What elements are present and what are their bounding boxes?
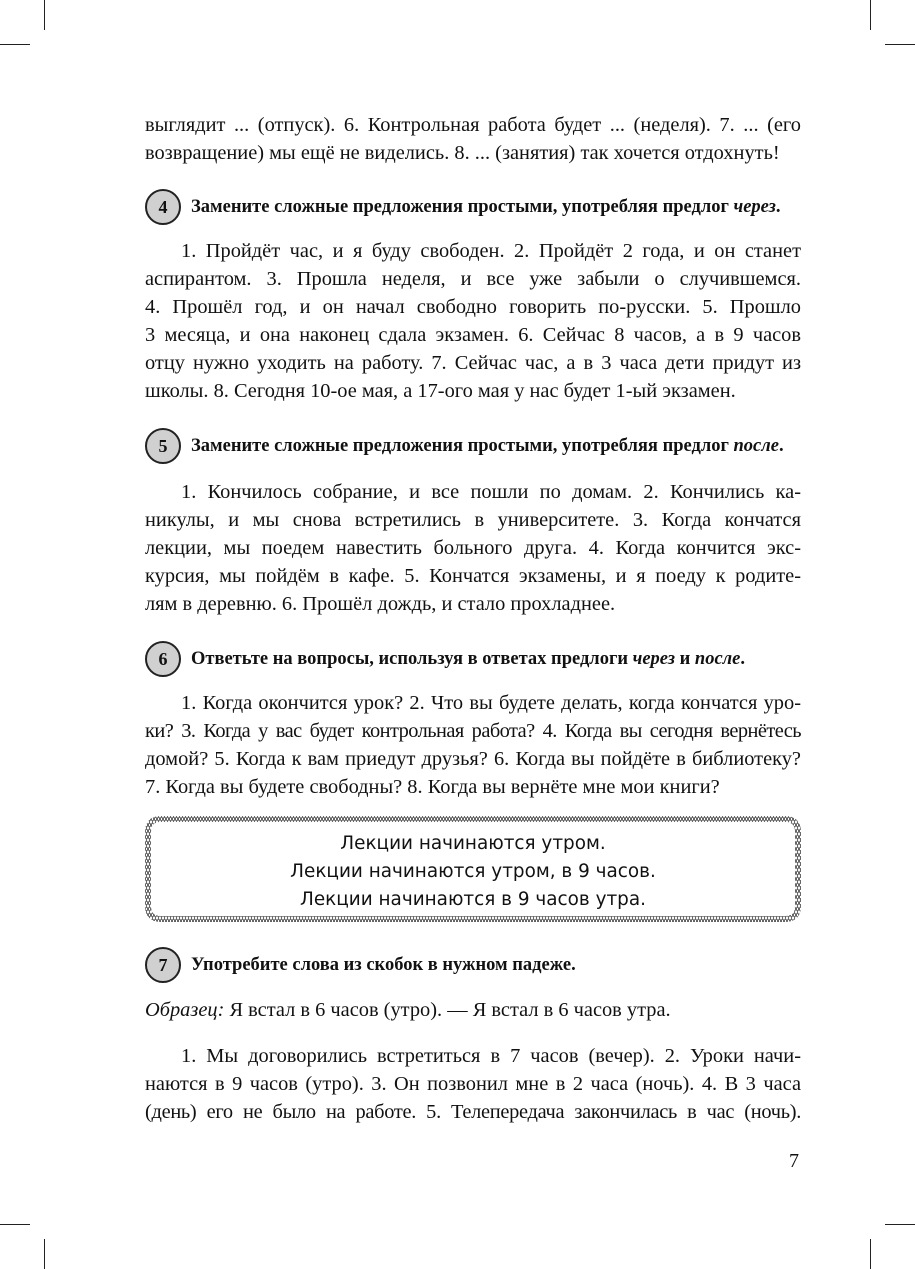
text-line: лекции, мы поедем навестить больного друга. 4. Когда кончится экс-	[145, 537, 801, 559]
task-7-heading	[145, 946, 576, 984]
task-instruction: Ответьте на вопросы, используя в ответах предлоги	[191, 648, 633, 669]
text-line: отцу нужно уходить на работу. 7. Сейчас час, а в 3 часа дети придут из	[145, 352, 801, 374]
task-instruction: Замените сложные предложения простыми, употребляя предлог	[191, 435, 734, 456]
frame-text	[145, 830, 801, 914]
crop-mark	[870, 1239, 871, 1269]
task-instruction: Замените сложные предложения простыми, употребляя предлог	[191, 196, 734, 217]
example-line: Лекции начинаются утром, в 9 часов.	[290, 861, 656, 882]
text-line: школы. 8. Сегодня 10-ое мая, а 17-ого мая у нас будет 1-ый экзамен.	[145, 380, 736, 402]
task-end: .	[775, 196, 781, 217]
task-number-badge: 7	[145, 947, 181, 983]
task-instruction: Употребите слова из скобок в нужном падеже.	[191, 954, 576, 975]
task-6-heading	[145, 640, 745, 678]
crop-mark	[870, 0, 871, 30]
task-7-text	[145, 1042, 801, 1126]
text-line: (день) его не было на работе. 5. Телепередача закончилась в час (ночь).	[145, 1101, 801, 1123]
task-keyword: после	[694, 648, 741, 669]
text-line: домой? 5. Когда к вам приедут друзья? 6. Когда вы пойдёте в библиотеку?	[145, 748, 801, 770]
text-line: 4. Прошёл год, и он начал свободно говорить по-русски. 5. Прошло	[145, 296, 801, 318]
crop-mark	[885, 44, 915, 45]
text-line: ки? 3. Когда у вас будет контрольная работа? 4. Когда вы сегодня вернётесь	[145, 720, 801, 742]
task-conjunction: и	[674, 648, 695, 669]
task-6-text	[145, 689, 801, 801]
crop-mark	[44, 0, 45, 30]
task-keyword: через	[733, 196, 776, 217]
text-line: лям в деревню. 6. Прошёл дождь, и стало прохладнее.	[145, 593, 616, 615]
text-line: 1. Мы договорились встретиться в 7 часов (вечер). 2. Уроки начи-	[181, 1045, 801, 1067]
carryover-paragraph	[145, 111, 801, 167]
task-5-heading	[145, 427, 784, 465]
text-line: 1. Кончилось собрание, и все пошли по домам. 2. Кончились ка-	[181, 481, 801, 503]
page-number: 7	[789, 1150, 799, 1172]
text-line: никулы, и мы снова встретились в университете. 3. Когда кончатся	[145, 509, 801, 531]
text-line: возвращение) мы ещё не виделись. 8. ... (занятия) так хочется отдохнуть!	[145, 142, 780, 164]
sample-label: Образец:	[145, 999, 225, 1021]
text-line: наются в 9 часов (утро). 3. Он позвонил мне в 2 часа (ночь). 4. В 3 часа	[145, 1073, 801, 1095]
task-4-text	[145, 237, 801, 405]
task-number-badge: 5	[145, 428, 181, 464]
task-number-badge: 4	[145, 189, 181, 225]
sample-text: Я встал в 6 часов (утро). — Я встал в 6 часов утра.	[224, 999, 671, 1021]
example-frame	[145, 816, 801, 922]
text-line: 1. Пройдёт час, и я буду свободен. 2. Пройдёт 2 года, и он станет	[181, 240, 801, 262]
example-line: Лекции начинаются в 9 часов утра.	[300, 889, 646, 910]
text-line: 1. Когда окончится урок? 2. Что вы будете делать, когда кончатся уро-	[181, 692, 801, 714]
sample-line	[145, 996, 671, 1024]
example-line: Лекции начинаются утром.	[340, 833, 606, 854]
task-end: .	[740, 648, 745, 669]
crop-mark	[0, 1224, 30, 1225]
crop-mark	[44, 1239, 45, 1269]
task-4-heading	[145, 188, 780, 226]
task-number-badge: 6	[145, 641, 181, 677]
task-end: .	[778, 435, 784, 456]
task-keyword: после	[733, 435, 779, 456]
crop-mark	[885, 1224, 915, 1225]
text-line: выглядит ... (отпуск). 6. Контрольная работа будет ... (неделя). 7. ... (его	[145, 114, 801, 136]
task-keyword: через	[632, 648, 675, 669]
text-line: курсия, мы пойдём в кафе. 5. Кончатся экзамены, и я поеду к родите-	[145, 565, 801, 587]
task-5-text	[145, 478, 801, 618]
text-line: 7. Когда вы будете свободны? 8. Когда вы вернёте мне мои книги?	[145, 776, 720, 798]
text-line: аспирантом. 3. Прошла неделя, и все уже забыли о случившемся.	[145, 268, 801, 290]
crop-mark	[0, 44, 30, 45]
text-line: 3 месяца, и она наконец сдала экзамен. 6. Сейчас 8 часов, а в 9 часов	[145, 324, 801, 346]
